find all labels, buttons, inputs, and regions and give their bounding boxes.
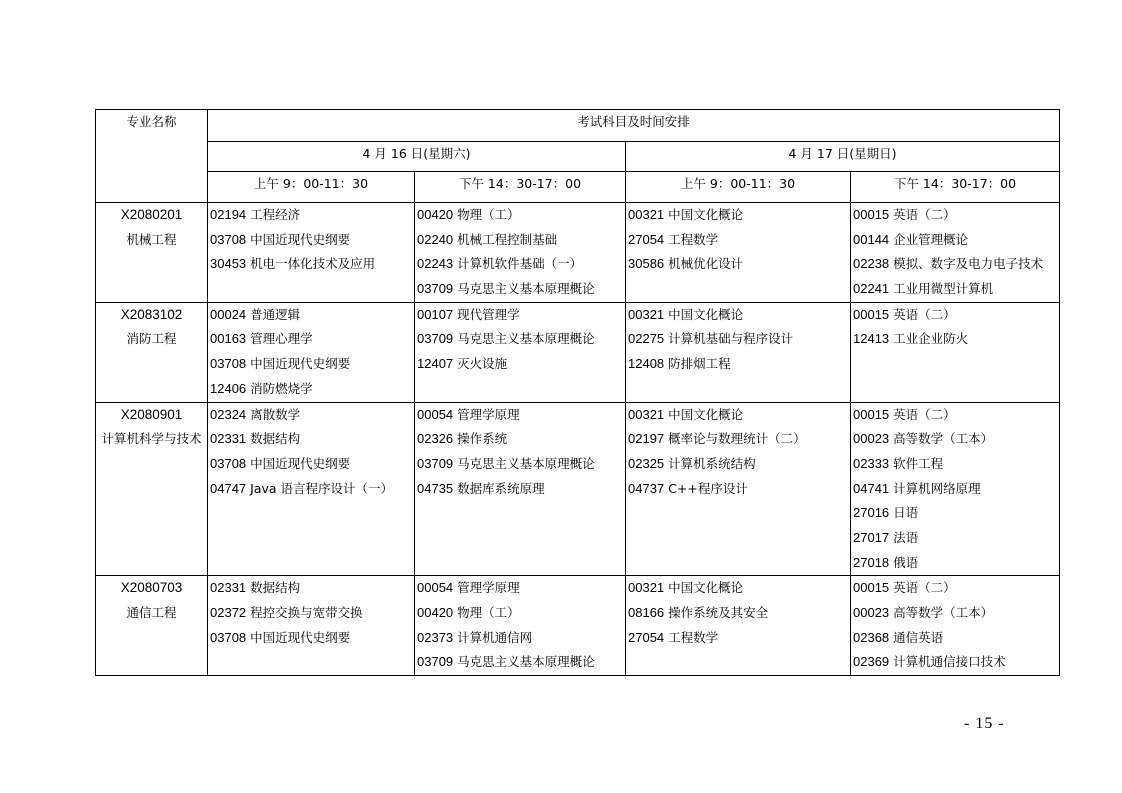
day1-pm-subjects-cell — [415, 203, 626, 303]
subject-name: 中国近现代史纲要 — [250, 231, 351, 247]
subject-code: 02331 — [210, 431, 247, 447]
subject-code: 08166 — [628, 605, 665, 620]
subject-name: 英语（二） — [893, 406, 956, 422]
day2-header: 4 月 17 日(星期日) — [626, 142, 1060, 172]
subject-name: 管理学原理 — [457, 580, 520, 596]
subject-name: 马克思主义基本原理概论 — [457, 455, 595, 471]
subject-name: 英语（二） — [893, 580, 956, 596]
subject-code: 03708 — [210, 629, 247, 645]
subject-name: 物理（工） — [457, 605, 520, 620]
day1-pm-subjects-cell — [415, 302, 626, 402]
subject-name: 机械工程控制基础 — [457, 231, 558, 247]
subject-name: 计算机通信接口技术 — [893, 654, 1006, 670]
subject-name: 防排烟工程 — [668, 356, 731, 372]
subject-name: 中国文化概论 — [668, 580, 744, 596]
subject-code: 03708 — [210, 231, 247, 247]
subject-code: 00023 — [853, 605, 890, 620]
subject-code: 00054 — [417, 406, 454, 422]
subject-code: 00321 — [628, 406, 665, 422]
subject-entry — [851, 551, 1059, 576]
subject-entry — [626, 452, 850, 477]
subject-code: 00024 — [210, 306, 247, 322]
subject-name: 概率论与数理统计（二） — [668, 431, 806, 447]
subject-entry — [851, 427, 1059, 452]
day2-pm-subjects-cell — [851, 576, 1060, 676]
major-code: X2083102 — [120, 306, 183, 322]
subject-entry — [626, 427, 850, 452]
subject-name: 模拟、数字及电力电子技术 — [893, 256, 1044, 272]
subject-code: 04735 — [417, 480, 454, 496]
subject-name: Java 语言程序设计（一） — [250, 480, 394, 496]
day1-am-subjects-cell — [208, 302, 415, 402]
day2-pm-subjects-cell — [851, 203, 1060, 303]
subject-entry — [851, 477, 1059, 502]
subject-code: 02238 — [853, 256, 890, 272]
subject-name: 日语 — [893, 505, 919, 521]
subject-entry — [626, 327, 850, 352]
subject-entry — [626, 252, 850, 277]
subject-entry — [626, 303, 850, 328]
subject-name: 机电一体化技术及应用 — [250, 256, 376, 272]
subject-code: 02324 — [210, 406, 247, 422]
subject-name: 计算机通信网 — [457, 629, 533, 645]
day1-pm-subjects-cell — [415, 576, 626, 676]
subject-name: 俄语 — [893, 554, 919, 570]
subject-code: 27017 — [853, 529, 890, 545]
subject-entry — [208, 303, 414, 328]
subject-code: 03709 — [417, 281, 454, 297]
page-number: - 15 - — [964, 715, 1005, 732]
subject-name: 工程数学 — [668, 629, 719, 645]
subject-entry — [851, 403, 1059, 428]
subject-name: 高等数学（工本） — [893, 431, 994, 447]
subject-code: 00015 — [853, 207, 890, 222]
subject-name: 管理心理学 — [250, 331, 313, 347]
subject-name: 数据库系统原理 — [457, 480, 545, 496]
day2-am-subjects-cell — [626, 576, 851, 676]
subject-code: 02325 — [628, 455, 665, 471]
subject-entry — [208, 403, 414, 428]
subject-entry — [415, 403, 625, 428]
subject-name: 消防燃烧学 — [250, 380, 313, 396]
subject-entry — [415, 427, 625, 452]
subject-entry — [851, 650, 1059, 675]
subject-code: 04747 — [210, 480, 247, 496]
subject-name: 中国近现代史纲要 — [250, 455, 351, 471]
subject-entry — [415, 277, 625, 302]
subject-code: 27054 — [628, 629, 665, 645]
major-name: 机械工程 — [126, 231, 177, 247]
subject-entry — [851, 203, 1059, 228]
subject-name: 高等数学（工本） — [893, 605, 994, 620]
subject-name: 马克思主义基本原理概论 — [457, 281, 595, 297]
subject-name: 工业用微型计算机 — [893, 281, 994, 297]
subject-entry — [208, 452, 414, 477]
subject-name: C++程序设计 — [668, 480, 748, 496]
subject-code: 02275 — [628, 331, 665, 347]
subject-code: 30586 — [628, 256, 665, 272]
subject-code: 00321 — [628, 207, 665, 222]
subject-code: 02373 — [417, 629, 454, 645]
subject-code: 02197 — [628, 431, 665, 447]
subject-code: 00107 — [417, 306, 454, 322]
subject-name: 现代管理学 — [457, 306, 520, 322]
subject-code: 00015 — [853, 580, 890, 596]
subject-code: 12406 — [210, 380, 247, 396]
subject-code: 12413 — [853, 331, 890, 347]
major-code: X2080201 — [120, 207, 183, 222]
major-row — [96, 402, 1060, 576]
subject-code: 04741 — [853, 480, 890, 496]
major-row — [96, 576, 1060, 676]
major-name: 计算机科学与技术 — [101, 431, 202, 447]
subject-name: 英语（二） — [893, 207, 956, 222]
subject-entry — [851, 601, 1059, 626]
subject-entry — [851, 576, 1059, 601]
subject-code: 12407 — [417, 356, 454, 372]
subject-entry — [415, 327, 625, 352]
subject-name: 马克思主义基本原理概论 — [457, 654, 595, 670]
subject-code: 02333 — [853, 455, 890, 471]
subject-code: 00015 — [853, 406, 890, 422]
subject-name: 计算机系统结构 — [668, 455, 756, 471]
major-name: 消防工程 — [126, 331, 177, 347]
major-row — [96, 203, 1060, 303]
subject-code: 03708 — [210, 356, 247, 372]
major-code: X2080901 — [120, 406, 183, 422]
day2-pm-header: 下午 14：30-17：00 — [851, 172, 1060, 203]
day1-pm-subjects-cell — [415, 402, 626, 576]
subject-name: 管理学原理 — [457, 406, 520, 422]
subject-entry — [208, 601, 414, 626]
major-cell — [96, 203, 208, 303]
day1-am-header: 上午 9：00-11：30 — [208, 172, 415, 203]
subject-code: 02243 — [417, 256, 454, 272]
subject-code: 00321 — [628, 580, 665, 596]
subject-entry — [626, 601, 850, 626]
subject-entry — [851, 501, 1059, 526]
subject-name: 软件工程 — [893, 455, 944, 471]
subject-entry — [626, 626, 850, 651]
subject-entry — [626, 576, 850, 601]
subject-code: 27018 — [853, 554, 890, 570]
subject-name: 工程经济 — [250, 207, 301, 222]
subject-name: 普通逻辑 — [250, 306, 301, 322]
subject-entry — [415, 228, 625, 253]
subject-name: 中国文化概论 — [668, 207, 744, 222]
day2-am-subjects-cell — [626, 302, 851, 402]
day1-pm-header: 下午 14：30-17：00 — [415, 172, 626, 203]
subject-name: 物理（工） — [457, 207, 520, 222]
subject-entry — [208, 477, 414, 502]
subject-code: 03709 — [417, 331, 454, 347]
subject-code: 00321 — [628, 306, 665, 322]
day1-am-subjects-cell — [208, 203, 415, 303]
subject-code: 00023 — [853, 431, 890, 447]
subject-code: 02241 — [853, 281, 890, 297]
subject-entry — [208, 203, 414, 228]
subject-entry — [415, 303, 625, 328]
exam-schedule-header: 考试科目及时间安排 — [208, 110, 1060, 142]
subject-code: 03709 — [417, 455, 454, 471]
subject-name: 工程数学 — [668, 231, 719, 247]
subject-code: 02372 — [210, 605, 247, 620]
subject-entry — [208, 626, 414, 651]
day1-am-subjects-cell — [208, 402, 415, 576]
subject-name: 程控交换与宽带交换 — [250, 605, 363, 620]
subject-entry — [851, 526, 1059, 551]
subject-name: 法语 — [893, 529, 919, 545]
major-cell — [96, 576, 208, 676]
subject-name: 灭火设施 — [457, 356, 508, 372]
subject-code: 27016 — [853, 505, 890, 521]
subject-name: 企业管理概论 — [893, 231, 969, 247]
subject-code: 04737 — [628, 480, 665, 496]
subject-code: 27054 — [628, 231, 665, 247]
subject-name: 中国近现代史纲要 — [250, 356, 351, 372]
subject-code: 02331 — [210, 580, 247, 596]
day1-header: 4 月 16 日(星期六) — [208, 142, 626, 172]
subject-entry — [626, 203, 850, 228]
subject-entry — [851, 327, 1059, 352]
major-name: 通信工程 — [126, 605, 177, 621]
subject-entry — [208, 576, 414, 601]
subject-entry — [415, 352, 625, 377]
subject-entry — [415, 601, 625, 626]
subject-entry — [851, 626, 1059, 651]
day2-pm-subjects-cell — [851, 402, 1060, 576]
subject-entry — [208, 427, 414, 452]
subject-name: 操作系统及其安全 — [668, 605, 769, 620]
subject-code: 03709 — [417, 654, 454, 670]
subject-name: 机械优化设计 — [668, 256, 744, 272]
subject-name: 英语（二） — [893, 306, 956, 322]
subject-code: 02326 — [417, 431, 454, 447]
subject-code: 00163 — [210, 331, 247, 347]
subject-name: 操作系统 — [457, 431, 508, 447]
subject-entry — [851, 228, 1059, 253]
subject-code: 02194 — [210, 207, 247, 222]
subject-code: 00420 — [417, 207, 454, 222]
subject-entry — [208, 352, 414, 377]
subject-entry — [851, 277, 1059, 302]
subject-name: 通信英语 — [893, 629, 944, 645]
subject-name: 中国文化概论 — [668, 306, 744, 322]
subject-code: 00015 — [853, 306, 890, 322]
subject-name: 计算机网络原理 — [893, 480, 981, 496]
subject-entry — [208, 377, 414, 402]
exam-schedule-table — [95, 109, 1060, 676]
subject-name: 离散数学 — [250, 406, 301, 422]
subject-name: 中国近现代史纲要 — [250, 629, 351, 645]
subject-code: 02240 — [417, 231, 454, 247]
subject-entry — [851, 452, 1059, 477]
day2-am-subjects-cell — [626, 203, 851, 303]
subject-name: 工业企业防火 — [893, 331, 969, 347]
subject-entry — [415, 252, 625, 277]
major-name-header: 专业名称 — [96, 110, 208, 203]
subject-name: 数据结构 — [250, 431, 301, 447]
subject-code: 30453 — [210, 256, 247, 272]
subject-code: 02369 — [853, 654, 890, 670]
subject-code: 02368 — [853, 629, 890, 645]
day2-am-subjects-cell — [626, 402, 851, 576]
subject-code: 00054 — [417, 580, 454, 596]
subject-entry — [415, 576, 625, 601]
subject-code: 00420 — [417, 605, 454, 620]
day1-am-subjects-cell — [208, 576, 415, 676]
subject-name: 马克思主义基本原理概论 — [457, 331, 595, 347]
subject-entry — [626, 352, 850, 377]
subject-code: 03708 — [210, 455, 247, 471]
subject-entry — [415, 477, 625, 502]
day2-am-header: 上午 9：00-11：30 — [626, 172, 851, 203]
subject-name: 计算机软件基础（一） — [457, 256, 583, 272]
major-code: X2080703 — [120, 580, 183, 596]
subject-name: 数据结构 — [250, 580, 301, 596]
major-cell — [96, 302, 208, 402]
day2-pm-subjects-cell — [851, 302, 1060, 402]
subject-entry — [208, 252, 414, 277]
major-row — [96, 302, 1060, 402]
subject-entry — [851, 252, 1059, 277]
subject-entry — [626, 228, 850, 253]
subject-entry — [626, 403, 850, 428]
subject-code: 00144 — [853, 231, 890, 247]
subject-entry — [415, 203, 625, 228]
major-cell — [96, 402, 208, 576]
subject-entry — [415, 626, 625, 651]
subject-entry — [415, 452, 625, 477]
subject-entry — [851, 303, 1059, 328]
subject-entry — [415, 650, 625, 675]
subject-name: 中国文化概论 — [668, 406, 744, 422]
subject-name: 计算机基础与程序设计 — [668, 331, 794, 347]
subject-entry — [208, 228, 414, 253]
subject-code: 12408 — [628, 356, 665, 372]
subject-entry — [626, 477, 850, 502]
subject-entry — [208, 327, 414, 352]
